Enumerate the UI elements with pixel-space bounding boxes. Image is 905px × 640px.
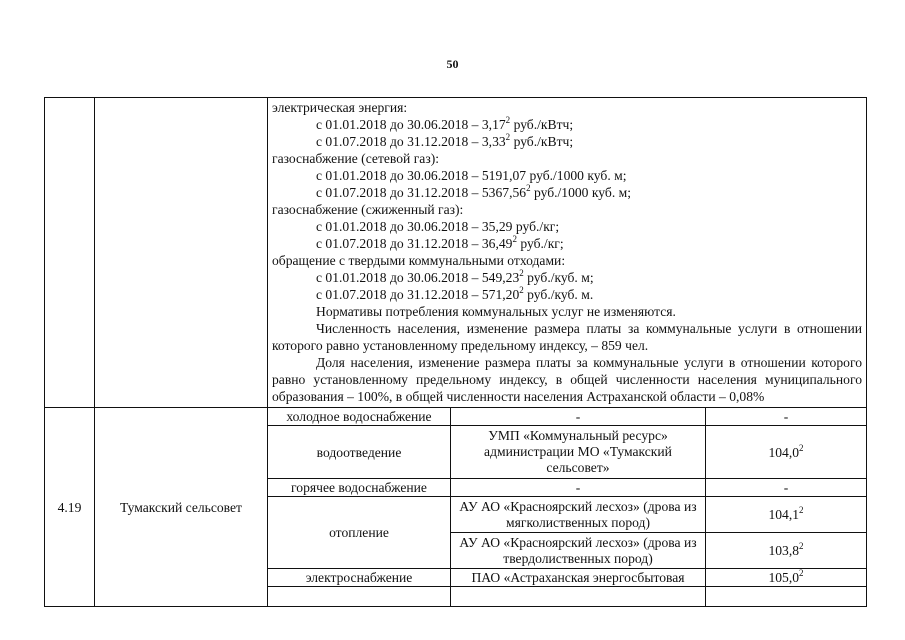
table-row (45, 408, 867, 426)
paragraph-population-share: Доля населения, изменение размера платы за коммунальные услуги в отношении которого равно установленному предельному индексу, в общей численности населения муниципального образования – 100%, в общей численности населения Астраханской области – 0,08% (272, 355, 862, 404)
service-cold-water: холодное водоснабжение (268, 408, 451, 426)
prev-description-cell (268, 98, 867, 408)
tariff-period-line: с 01.01.2018 до 30.06.2018 – 5191,07 руб./1000 куб. м; (316, 168, 627, 183)
org-heating-soft: АУ АО «Красноярский лесхоз» (дрова из мягколиственных пород) (451, 497, 706, 533)
tariff-period-line: с 01.01.2018 до 30.06.2018 – 3,17$^2$ руб./кВтч; (316, 115, 574, 132)
org-drainage: УМП «Коммунальный ресурс» администрации МО «Тумакский сельсовет» (451, 426, 706, 479)
org-hot-water: - (451, 479, 706, 497)
tariff-period-line: с 01.07.2018 до 31.12.2018 – 571,20$^2$ руб./куб. м. (316, 285, 594, 302)
paragraph-population-count: Численность населения, изменение размера платы за коммунальные услуги в отношении которого равно установленному предельному индексу, – 859 чел. (272, 321, 862, 353)
prev-municipality-cell (95, 98, 268, 408)
tariff-heading-line: газоснабжение (сетевой газ): (272, 151, 439, 166)
prev-number-cell (45, 98, 95, 408)
tariff-period-line: с 01.07.2018 до 31.12.2018 – 36,49$^2$ руб./кг; (316, 234, 564, 251)
page-number: 50 (446, 57, 459, 71)
org-heating-hard: АУ АО «Красноярский лесхоз» (дрова из твердолиственных пород) (451, 533, 706, 569)
service-hot-water: горячее водоснабжение (268, 479, 451, 497)
tariff-heading-line: газоснабжение (сжиженный газ): (272, 202, 464, 217)
tariff-lines (272, 99, 862, 303)
service-heating: отопление (268, 497, 451, 569)
tariff-period-line: с 01.01.2018 до 30.06.2018 – 35,29 руб./кг; (316, 219, 560, 234)
tariff-heading-line: электрическая энергия: (272, 100, 408, 115)
service-electricity: электроснабжение (268, 569, 451, 587)
value-cold-water: - (706, 408, 867, 426)
tariff-period-line: с 01.01.2018 до 30.06.2018 – 549,23$^2$ руб./куб. м; (316, 268, 594, 285)
row-number: 4.19 (45, 408, 95, 607)
municipality-name: Тумакский сельсовет (95, 408, 268, 607)
value-hot-water: - (706, 479, 867, 497)
value-drainage: 104,0$^2$ (706, 426, 867, 479)
service-drainage: водоотведение (268, 426, 451, 479)
continued-value-cell (706, 587, 867, 607)
value-heating-hard: 103,8$^2$ (706, 533, 867, 569)
org-cold-water: - (451, 408, 706, 426)
tariff-table-container (44, 97, 866, 607)
tariff-heading-line: обращение с твердыми коммунальными отходами: (272, 253, 566, 268)
table-row-previous (45, 98, 867, 408)
value-heating-soft: 104,1$^2$ (706, 497, 867, 533)
value-electricity: 105,0$^2$ (706, 569, 867, 587)
tariff-period-line: с 01.07.2018 до 31.12.2018 – 5367,56$^2$ руб./1000 куб. м; (316, 183, 631, 200)
continued-org-cell (451, 587, 706, 607)
continued-service-cell (268, 587, 451, 607)
tariff-period-line: с 01.07.2018 до 31.12.2018 – 3,33$^2$ руб./кВтч; (316, 132, 574, 149)
paragraph-norms: Нормативы потребления коммунальных услуг не изменяются. (316, 304, 676, 319)
org-electricity: ПАО «Астраханская энергосбытовая (451, 569, 706, 587)
tariff-table (44, 97, 867, 607)
